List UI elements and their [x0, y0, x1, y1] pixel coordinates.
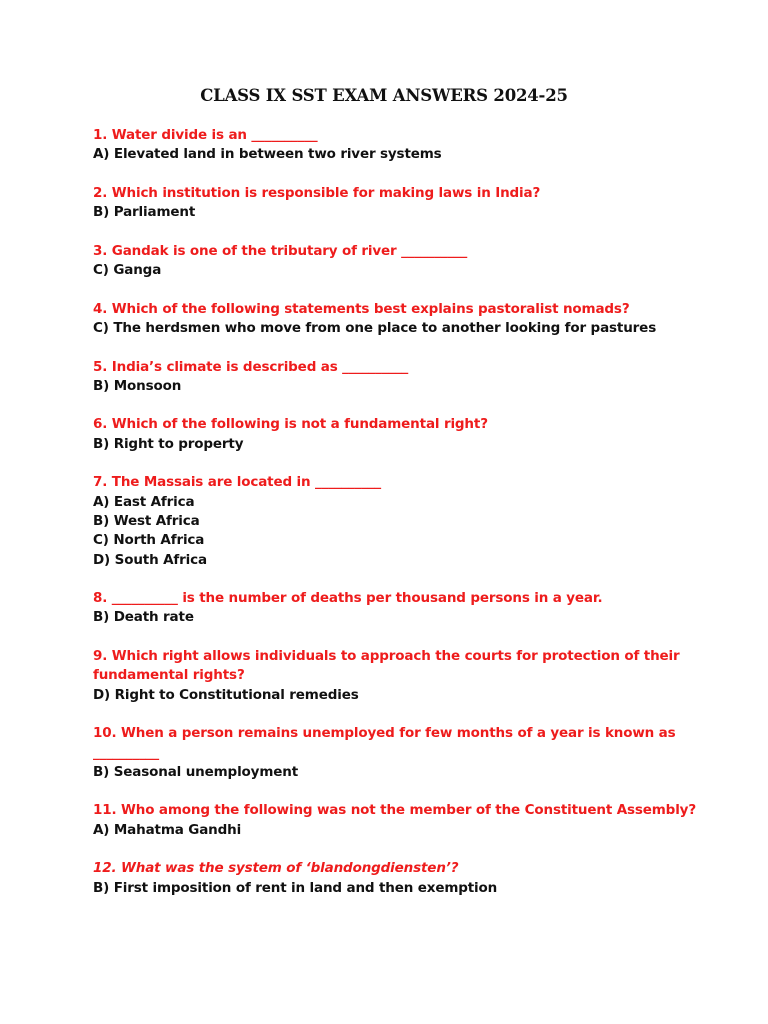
spacer: [93, 570, 693, 589]
question-answer-list: [93, 126, 697, 898]
question-block: [93, 473, 693, 569]
answer-text: B) West Africa: [93, 512, 200, 529]
answer-text: A) East Africa: [93, 493, 195, 510]
question-text: 8. __________ is the number of deaths per thousand persons in a year.: [93, 590, 603, 607]
question-text: fundamental rights?: [93, 667, 245, 684]
answer-text: D) South Africa: [93, 551, 207, 568]
answer-text: D) Right to Constitutional remedies: [93, 686, 359, 703]
answer-text: B) Death rate: [93, 609, 194, 626]
answer-text: C) The herdsmen who move from one place to another looking for pastures: [93, 319, 657, 336]
spacer: [93, 454, 693, 473]
spacer: [93, 222, 693, 241]
answer-text: B) Monsoon: [93, 377, 182, 394]
page-title: CLASS IX SST EXAM ANSWERS 2024-25: [200, 86, 568, 105]
question-text: 5. India’s climate is described as __________: [93, 358, 409, 375]
spacer: [93, 396, 693, 415]
answer-text: C) Ganga: [93, 262, 162, 279]
question-text: 4. Which of the following statements best explains pastoralist nomads?: [93, 300, 630, 317]
spacer: [93, 338, 693, 357]
spacer: [93, 840, 693, 859]
question-block: [93, 300, 693, 339]
spacer: [93, 782, 693, 801]
question-block: [93, 801, 697, 840]
question-text: 11. Who among the following was not the member of the Constituent Assembly?: [93, 802, 697, 819]
answer-text: B) Seasonal unemployment: [93, 763, 299, 780]
answer-text: B) First imposition of rent in land and then exemption: [93, 879, 498, 896]
answer-text: B) Parliament: [93, 204, 196, 221]
spacer: [93, 705, 693, 724]
question-text: 2. Which institution is responsible for making laws in India?: [93, 184, 541, 201]
question-block: [93, 358, 693, 397]
spacer: [93, 165, 693, 184]
question-block: [93, 589, 693, 628]
question-block: [93, 647, 693, 705]
answer-text: C) North Africa: [93, 532, 205, 549]
spacer: [93, 628, 693, 647]
question-text: __________: [93, 744, 160, 761]
question-text: 10. When a person remains unemployed for few months of a year is known as: [93, 725, 676, 742]
answer-text: A) Elevated land in between two river systems: [93, 146, 442, 163]
question-block: [93, 242, 693, 281]
question-block: [93, 724, 693, 782]
question-text: 1. Water divide is an __________: [93, 127, 318, 143]
question-block: [93, 184, 693, 223]
question-text: 6. Which of the following is not a fundamental right?: [93, 416, 488, 433]
question-text: 12. What was the system of ‘blandongdiensten’?: [93, 860, 459, 877]
answer-text: B) Right to property: [93, 435, 244, 452]
question-block: [93, 859, 693, 898]
spacer: [93, 280, 693, 299]
question-text: 9. Which right allows individuals to approach the courts for protection of their: [93, 648, 680, 665]
question-block: [93, 415, 693, 454]
question-text: 3. Gandak is one of the tributary of river __________: [93, 242, 468, 259]
question-block: [93, 126, 693, 165]
answer-text: A) Mahatma Gandhi: [93, 821, 242, 838]
question-text: 7. The Massais are located in __________: [93, 474, 382, 491]
